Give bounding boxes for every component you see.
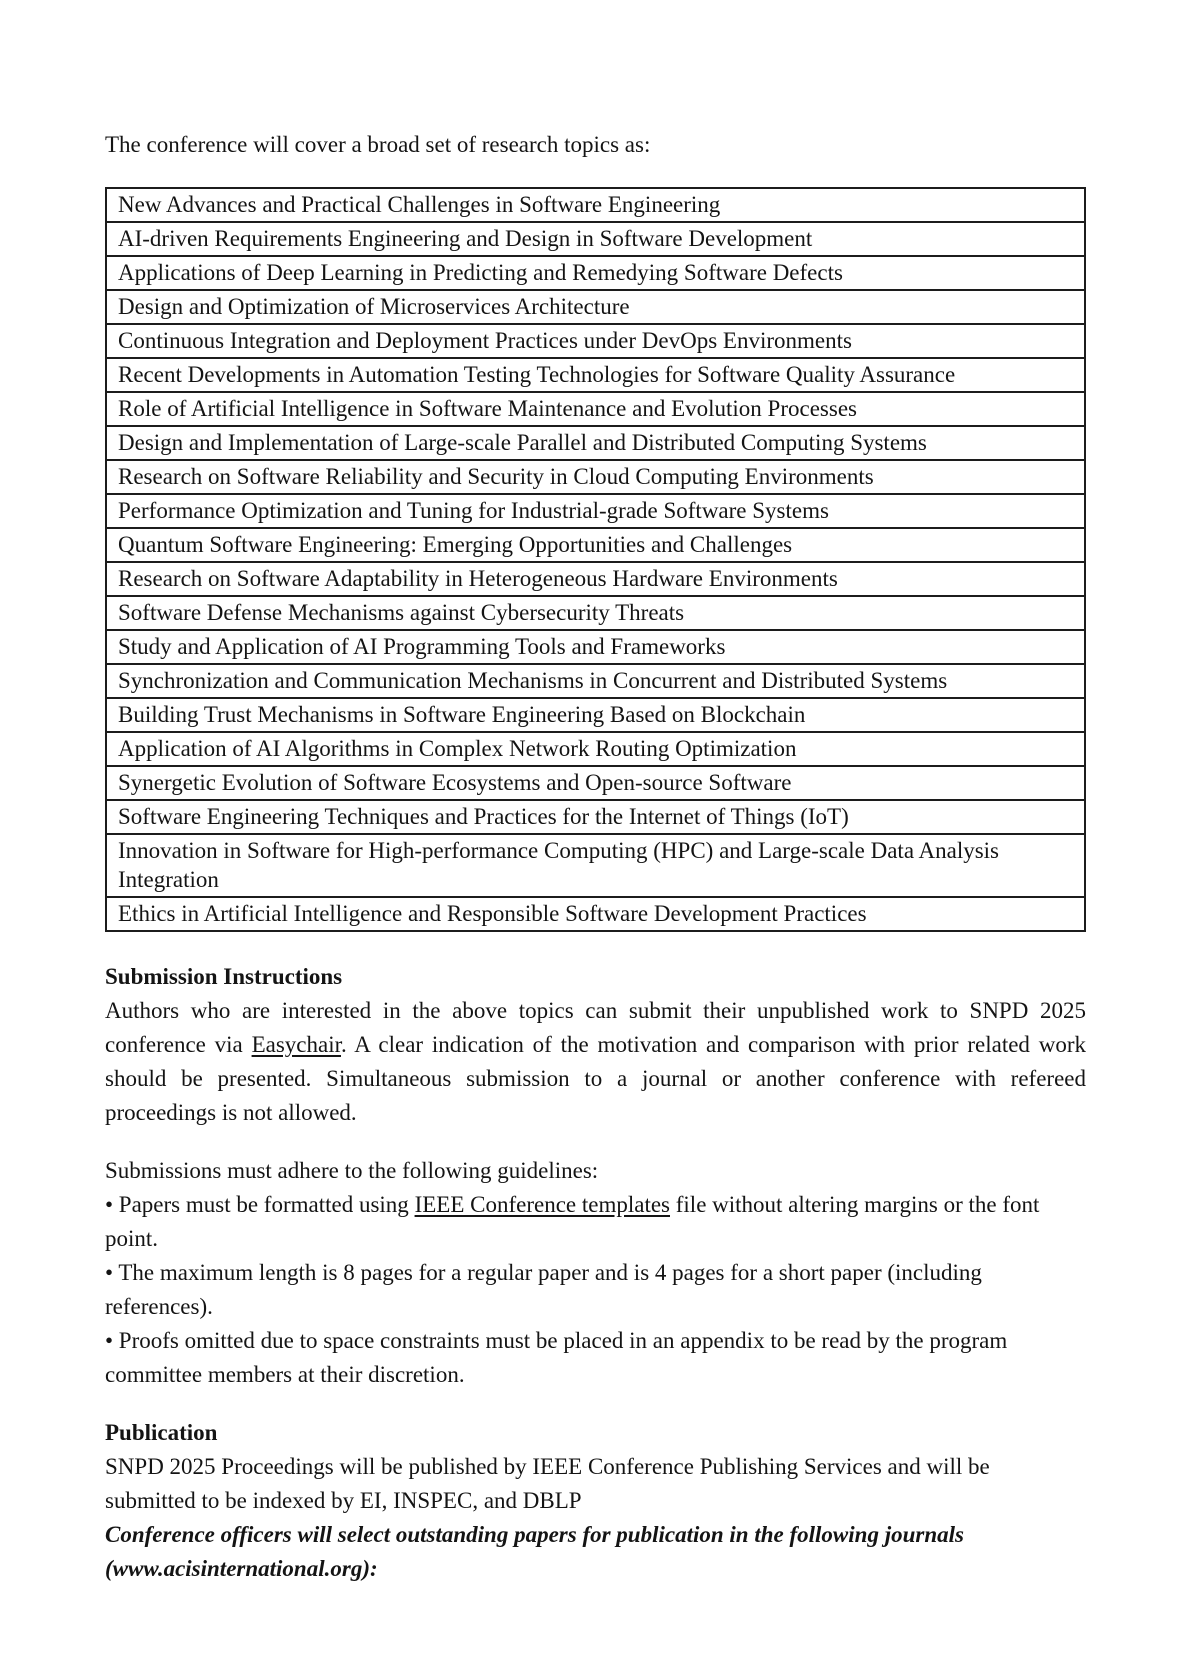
document-content (105, 128, 1086, 1586)
topics-table (105, 187, 1086, 932)
table-row (106, 596, 1085, 630)
table-row (106, 460, 1085, 494)
table-row (106, 358, 1085, 392)
topic-cell: Design and Optimization of Microservices Architecture (106, 290, 1085, 324)
table-row (106, 664, 1085, 698)
topic-cell: Innovation in Software for High-performance Computing (HPC) and Large-scale Data Analysis Integration (106, 834, 1085, 897)
table-row (106, 494, 1085, 528)
topic-cell: Software Engineering Techniques and Practices for the Internet of Things (IoT) (106, 800, 1085, 834)
table-row (106, 834, 1085, 897)
easychair-link[interactable]: Easychair (251, 1032, 341, 1057)
table-row (106, 426, 1085, 460)
table-row (106, 698, 1085, 732)
topic-cell: Performance Optimization and Tuning for Industrial-grade Software Systems (106, 494, 1085, 528)
topic-cell: Continuous Integration and Deployment Practices under DevOps Environments (106, 324, 1085, 358)
publication-emphasis: Conference officers will select outstanding papers for publication in the following journals (www.acisinternational.org): (105, 1522, 964, 1581)
submission-paragraph (105, 994, 1086, 1130)
table-row (106, 188, 1085, 222)
topic-cell: Role of Artificial Intelligence in Software Maintenance and Evolution Processes (106, 392, 1085, 426)
bullet1-post: file without altering margins or the font point. (105, 1192, 1040, 1251)
topic-cell: Synchronization and Communication Mechanisms in Concurrent and Distributed Systems (106, 664, 1085, 698)
topic-cell: Ethics in Artificial Intelligence and Responsible Software Development Practices (106, 897, 1085, 931)
topic-cell: Synergetic Evolution of Software Ecosystems and Open-source Software (106, 766, 1085, 800)
topic-cell: Application of AI Algorithms in Complex Network Routing Optimization (106, 732, 1085, 766)
topic-cell: Applications of Deep Learning in Predicting and Remedying Software Defects (106, 256, 1085, 290)
table-row (106, 256, 1085, 290)
intro-line: The conference will cover a broad set of research topics as: (105, 132, 651, 157)
topic-cell: Study and Application of AI Programming Tools and Frameworks (106, 630, 1085, 664)
guideline-bullet-proofs: • Proofs omitted due to space constraints must be placed in an appendix to be read by the program committee members at their discretion. (105, 1328, 1008, 1387)
submission-instructions-heading: Submission Instructions (105, 964, 343, 989)
bullet1-pre: • Papers must be formatted using (105, 1192, 415, 1217)
publication-heading: Publication (105, 1420, 218, 1445)
table-row (106, 897, 1085, 931)
topic-cell: Software Defense Mechanisms against Cybersecurity Threats (106, 596, 1085, 630)
guideline-bullet-formatting (105, 1188, 1086, 1256)
table-row (106, 392, 1085, 426)
guideline-bullet-length: • The maximum length is 8 pages for a regular paper and is 4 pages for a short paper (including references). (105, 1260, 982, 1319)
submission-paragraph-post: . A clear indication of the motivation and comparison with prior related work should be presented. Simultaneous submission to a journal or another conference with refereed proceedings is not allowed. (105, 1032, 1086, 1125)
topic-cell: Building Trust Mechanisms in Software Engineering Based on Blockchain (106, 698, 1085, 732)
table-row (106, 324, 1085, 358)
table-row (106, 562, 1085, 596)
table-row (106, 766, 1085, 800)
table-row (106, 800, 1085, 834)
guidelines-intro: Submissions must adhere to the following guidelines: (105, 1158, 599, 1183)
topic-cell: Design and Implementation of Large-scale Parallel and Distributed Computing Systems (106, 426, 1085, 460)
table-row (106, 732, 1085, 766)
topics-table-body (106, 188, 1085, 931)
topic-cell: Recent Developments in Automation Testing Technologies for Software Quality Assurance (106, 358, 1085, 392)
topic-cell: Research on Software Adaptability in Heterogeneous Hardware Environments (106, 562, 1085, 596)
topic-cell: New Advances and Practical Challenges in Software Engineering (106, 188, 1085, 222)
submission-paragraph-pre: Authors who are interested in the above topics can submit their unpublished work to SNPD 2025 conference via (105, 998, 1086, 1057)
topic-cell: Research on Software Reliability and Security in Cloud Computing Environments (106, 460, 1085, 494)
ieee-templates-link[interactable]: IEEE Conference templates (414, 1192, 670, 1217)
table-row (106, 528, 1085, 562)
table-row (106, 222, 1085, 256)
publication-paragraph: SNPD 2025 Proceedings will be published by IEEE Conference Publishing Services and will be submitted to be indexed by EI, INSPEC, and DBLP (105, 1454, 990, 1513)
table-row (106, 630, 1085, 664)
topic-cell: AI-driven Requirements Engineering and Design in Software Development (106, 222, 1085, 256)
table-row (106, 290, 1085, 324)
topic-cell: Quantum Software Engineering: Emerging Opportunities and Challenges (106, 528, 1085, 562)
